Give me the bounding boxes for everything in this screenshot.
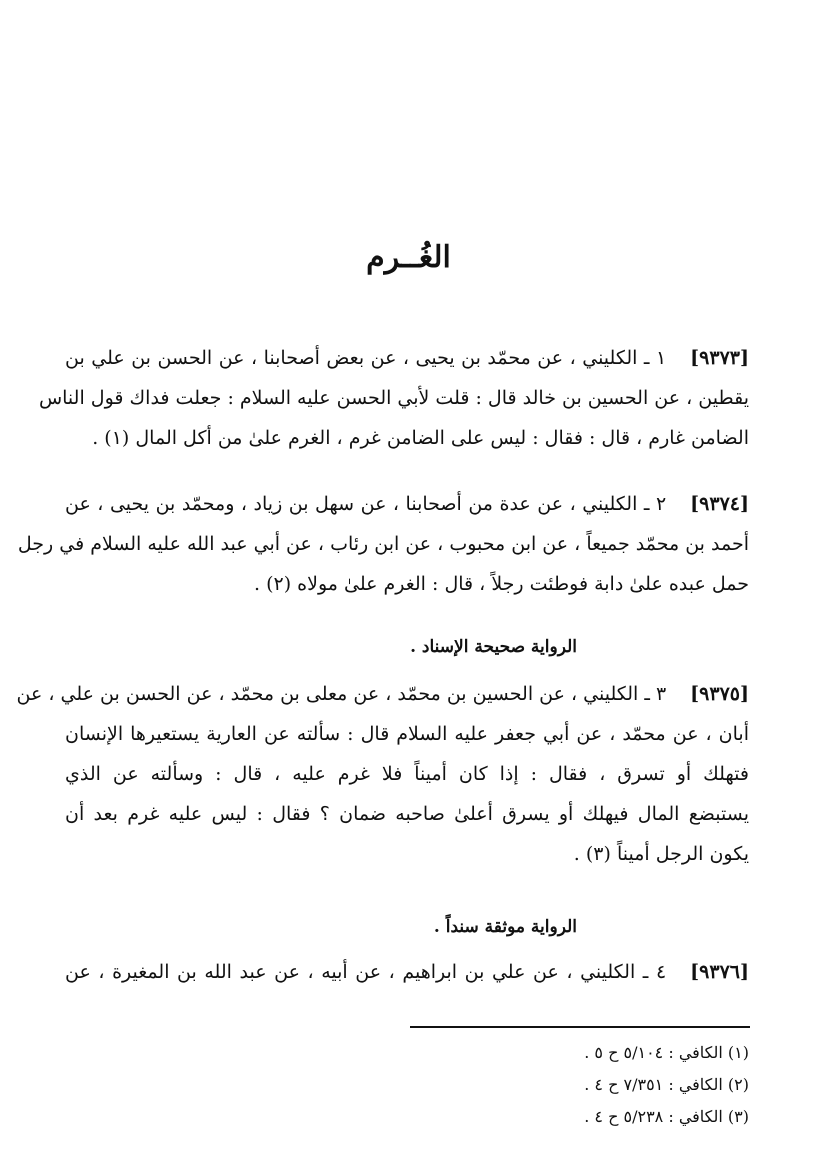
entry-line: يستبضع المال فيهلك أو يسرق أعلىٰ صاحبه ضمان ؟ فقال : ليس عليه غرم بعد أن <box>65 803 749 825</box>
entry-line: يقطين ، عن الحسين بن خالد قال : قلت لأبي الحسن عليه السلام : جعلت فداك قول الناس <box>38 387 749 409</box>
entry-number: [٩٣٧٦] <box>690 961 749 983</box>
entry-line: أحمد بن محمّد جميعاً ، عن ابن محبوب ، عن ابن رئاب ، عن أبي عبد الله عليه السلام في رجل <box>17 533 749 555</box>
hadith-entry-9375 <box>16 674 749 874</box>
entry-text: ١ ـ الكليني ، عن محمّد بن يحيى ، عن بعض أصحابنا ، عن الحسن بن علي بن <box>65 347 667 369</box>
footnote-1: (١) الكافي : ٥/١٠٤ ح ٥ . <box>584 1043 749 1062</box>
entry-text: ٢ ـ الكليني ، عن عدة من أصحابنا ، عن سهل بن زياد ، ومحمّد بن يحيى ، عن <box>65 493 667 515</box>
chain-grading-note: الرواية صحيحة الإسناد . <box>410 637 577 657</box>
entry-number: [٩٣٧٣] <box>690 347 749 369</box>
footnote-3: (٣) الكافي : ٥/٢٣٨ ح ٤ . <box>584 1107 749 1126</box>
entry-number: [٩٣٧٤] <box>690 493 749 515</box>
entry-line: الضامن غارم ، قال : فقال : ليس على الضامن غرم ، الغرم علىٰ من أكل المال (١) . <box>92 427 749 449</box>
footnote-2: (٢) الكافي : ٧/٣٥١ ح ٤ . <box>584 1075 749 1094</box>
hadith-entry-9376 <box>65 952 749 992</box>
entry-line: حمل عبده علىٰ دابة فوطئت رجلاً ، قال : الغرم علىٰ مولاه (٢) . <box>253 573 749 595</box>
entry-line <box>16 674 749 714</box>
entry-line <box>65 952 749 992</box>
chapter-title: الغُــرم <box>366 240 451 275</box>
entry-line <box>65 338 749 378</box>
entry-line: فتهلك أو تسرق ، فقال : إذا كان أميناً فلا غرم عليه ، قال : وسألته عن الذي <box>65 763 749 785</box>
hadith-entry-9374 <box>17 484 749 604</box>
chain-grading-note: الرواية موثقة سنداً . <box>433 917 577 937</box>
entry-text: ٤ ـ الكليني ، عن علي بن ابراهيم ، عن أبيه ، عن عبد الله بن المغيرة ، عن <box>65 961 667 983</box>
entry-number: [٩٣٧٥] <box>690 683 749 705</box>
entry-text: ٣ ـ الكليني ، عن الحسين بن محمّد ، عن معلى بن محمّد ، عن الحسن بن علي ، عن <box>16 683 667 705</box>
hadith-entry-9373 <box>38 338 749 458</box>
footnote-divider <box>410 1026 750 1028</box>
entry-line: أبان ، عن محمّد ، عن أبي جعفر عليه السلام قال : سألته عن العارية يستعيرها الإنسان <box>65 723 749 745</box>
entry-line <box>65 484 749 524</box>
entry-line: يكون الرجل أميناً (٣) . <box>573 843 749 865</box>
